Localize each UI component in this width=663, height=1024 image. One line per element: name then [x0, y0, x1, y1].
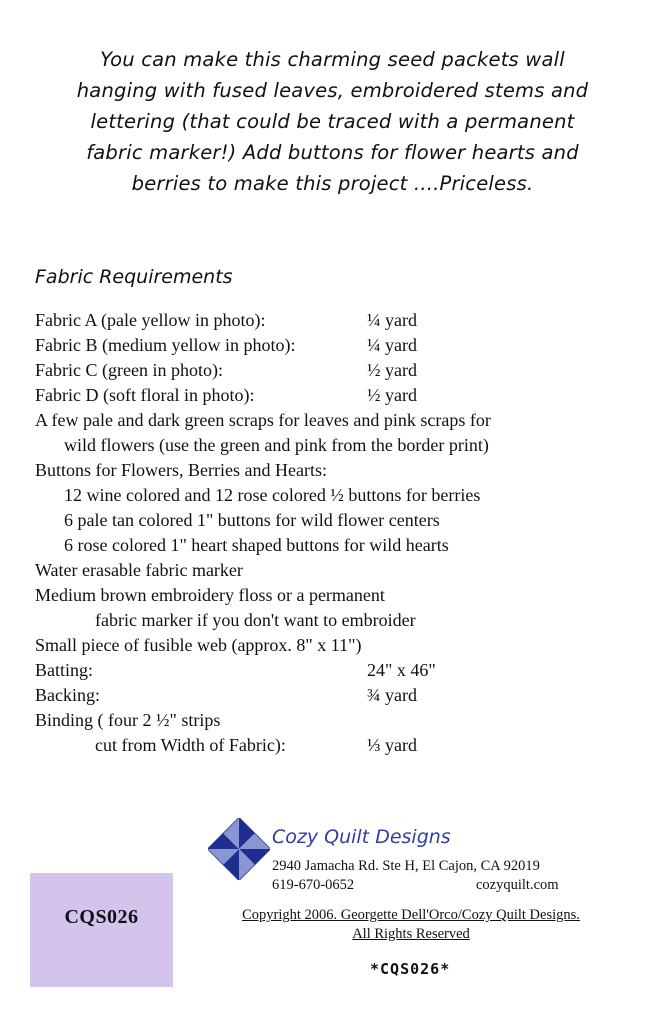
- company-website: cozyquilt.com: [476, 877, 559, 893]
- requirement-row: [35, 358, 635, 383]
- requirement-row: [35, 708, 635, 733]
- intro-line: You can make this charming seed packets wall: [100, 48, 565, 71]
- requirement-row: [35, 483, 635, 508]
- requirement-row: [35, 583, 635, 608]
- pattern-code: CQS026: [64, 906, 139, 928]
- intro-line: berries to make this project ....Priceless.: [131, 172, 534, 195]
- requirement-amount: ¼ yard: [367, 310, 417, 330]
- requirement-label: 6 rose colored 1" heart shaped buttons for wild hearts: [64, 535, 449, 555]
- requirement-amount: ⅓ yard: [367, 735, 417, 755]
- intro-paragraph: [40, 44, 625, 199]
- copyright-line: All Rights Reserved: [352, 926, 470, 942]
- requirement-amount: ½ yard: [367, 360, 417, 380]
- requirement-row: [35, 608, 635, 633]
- requirement-row: [35, 683, 635, 708]
- requirement-row: [35, 558, 635, 583]
- requirement-row: [35, 508, 635, 533]
- requirement-row: [35, 333, 635, 358]
- requirement-label: Batting:: [35, 660, 93, 680]
- requirement-row: [35, 408, 635, 433]
- requirement-row: [35, 308, 635, 333]
- requirement-row: [35, 658, 635, 683]
- requirement-label: cut from Width of Fabric):: [95, 735, 286, 755]
- intro-line: lettering (that could be traced with a permanent: [90, 110, 575, 133]
- requirement-row: [35, 733, 635, 758]
- requirement-row: [35, 458, 635, 483]
- requirement-label: 12 wine colored and 12 rose colored ½ buttons for berries: [64, 485, 481, 505]
- requirement-label: 6 pale tan colored 1" buttons for wild flower centers: [64, 510, 440, 530]
- requirement-amount: ½ yard: [367, 385, 417, 405]
- requirement-row: [35, 383, 635, 408]
- fabric-requirements-heading: Fabric Requirements: [35, 266, 233, 288]
- requirement-row: [35, 433, 635, 458]
- requirement-row: [35, 533, 635, 558]
- intro-line: fabric marker!) Add buttons for flower hearts and: [86, 141, 579, 164]
- requirement-label: Backing:: [35, 685, 100, 705]
- requirement-row: [35, 633, 635, 658]
- requirement-label: Buttons for Flowers, Berries and Hearts:: [35, 460, 327, 480]
- requirement-amount: 24" x 46": [367, 660, 436, 680]
- company-phone: 619-670-0652: [272, 877, 355, 893]
- company-name: Cozy Quilt Designs: [272, 826, 451, 848]
- requirement-label: Small piece of fusible web (approx. 8" x 11"): [35, 635, 362, 655]
- requirement-label: A few pale and dark green scraps for leaves and pink scraps for: [35, 410, 491, 430]
- requirement-label: Fabric A (pale yellow in photo):: [35, 310, 266, 330]
- requirement-label: Fabric C (green in photo):: [35, 360, 223, 380]
- pinwheel-quilt-block-icon: [208, 818, 270, 880]
- requirement-amount: ¾ yard: [367, 685, 417, 705]
- barcode-text: *CQS026*: [370, 960, 451, 978]
- requirements-list: [35, 308, 635, 758]
- requirement-label: Fabric B (medium yellow in photo):: [35, 335, 296, 355]
- copyright-notice: [214, 906, 608, 944]
- requirement-label: fabric marker if you don't want to embroider: [95, 610, 416, 630]
- requirement-amount: ¼ yard: [367, 335, 417, 355]
- requirement-label: wild flowers (use the green and pink from the border print): [64, 435, 489, 455]
- company-address: 2940 Jamacha Rd. Ste H, El Cajon, CA 92019: [272, 858, 540, 874]
- intro-line: hanging with fused leaves, embroidered stems and: [76, 79, 589, 102]
- copyright-line: Copyright 2006. Georgette Dell'Orco/Cozy Quilt Designs.: [242, 907, 580, 923]
- requirement-label: Binding ( four 2 ½" strips: [35, 710, 221, 730]
- pattern-code-box: [30, 873, 173, 987]
- requirement-label: Medium brown embroidery floss or a permanent: [35, 585, 385, 605]
- requirement-label: Fabric D (soft floral in photo):: [35, 385, 255, 405]
- requirement-label: Water erasable fabric marker: [35, 560, 243, 580]
